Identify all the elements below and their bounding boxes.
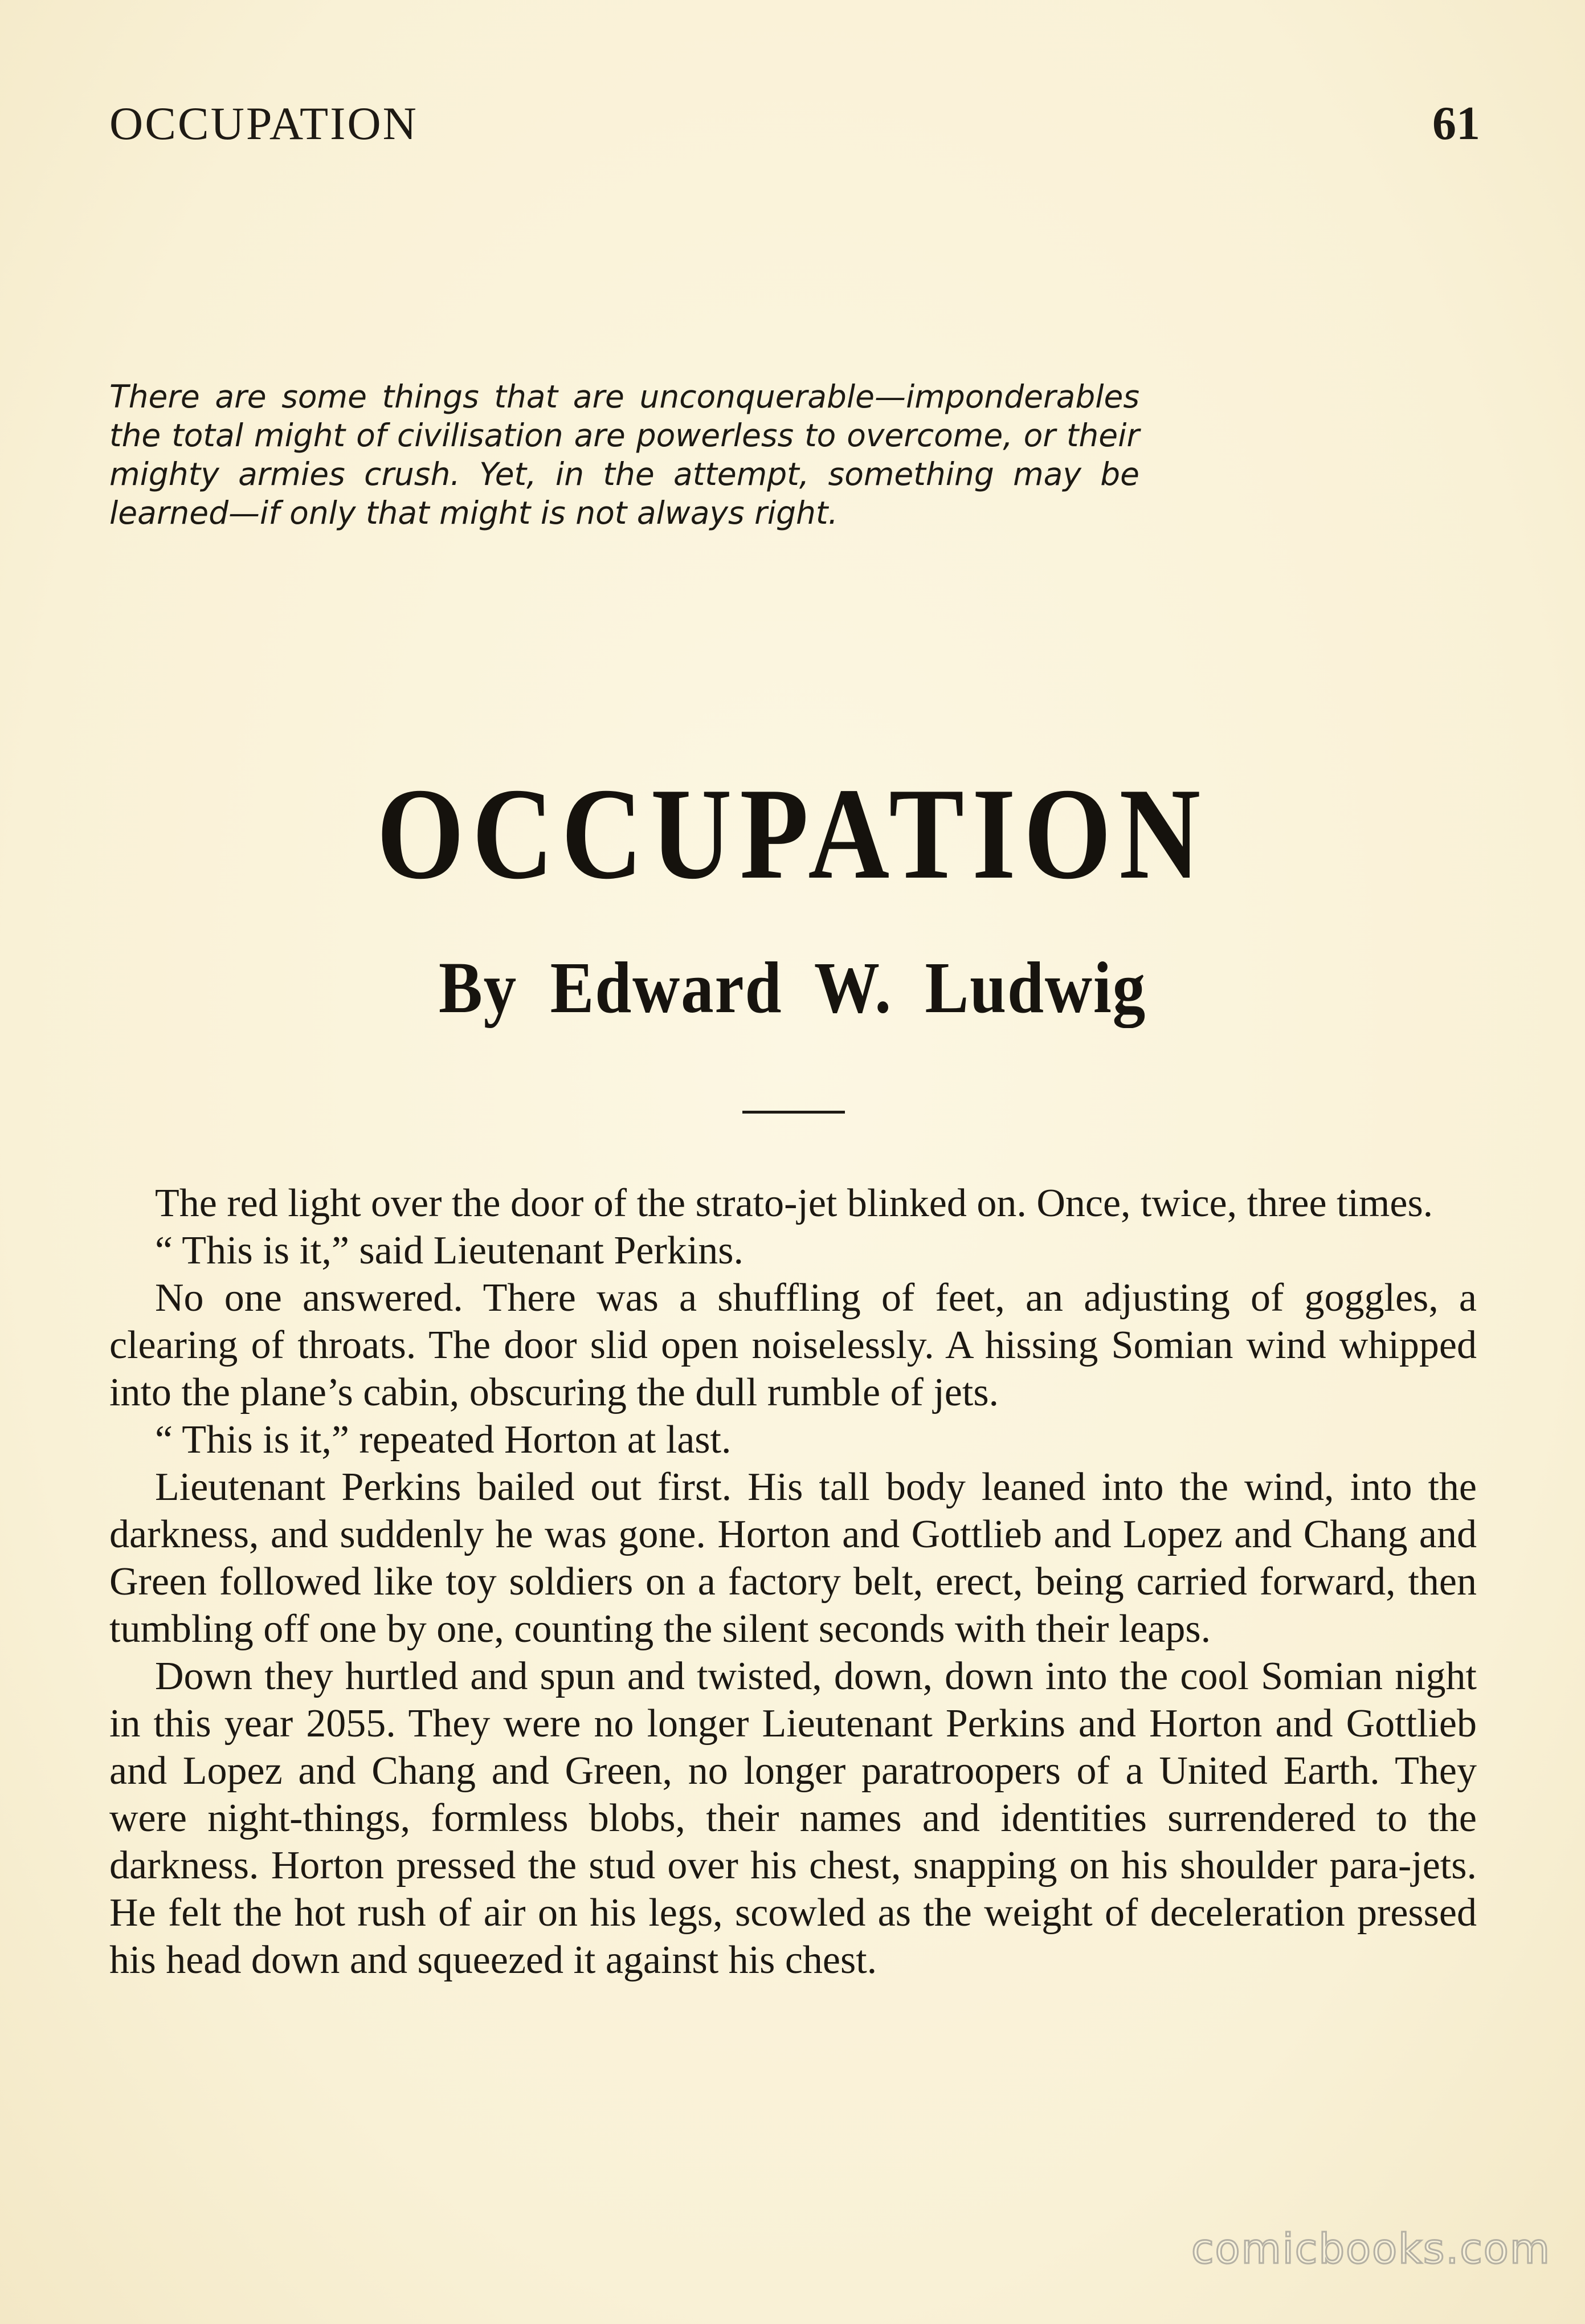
body-paragraph: Lieutenant Perkins bailed out first. His tall body leaned into the wind, into the darkness, and suddenly he was gone. Horton and Gottlieb and Lopez and Chang and Green followed like toy soldiers on a factory belt, erect, being carried forward, then tumbling off one by one, counting the silent seconds with their leaps. bbox=[109, 1465, 1477, 1651]
body-paragraph: No one answered. There was a shuffling of feet, an adjusting of goggles, a clearing of throats. The door slid open noiselessly. A hissing Somian wind whipped into the plane’s cabin, obscuring the dull rumble of jets. bbox=[109, 1276, 1477, 1414]
watermark: comicbooks.com bbox=[1191, 2225, 1551, 2273]
story-title: OCCUPATION bbox=[377, 761, 1208, 906]
story-byline: By Edward W. Ludwig bbox=[438, 947, 1147, 1028]
story-body bbox=[109, 1180, 1477, 1984]
body-paragraph: “ This is it,” repeated Horton at last. bbox=[155, 1418, 732, 1462]
body-paragraph: Down they hurtled and spun and twisted, down, down into the cool Somian night in this year 2055. They were no longer Lieutenant Perkins and Horton and Gottlieb and Lopez and Chang and Green, no longer paratroopers of a United Earth. They were night-things, formless blobs, their names and identities surrendered to the darkness. Horton pressed the stud over his chest, snapping on his shoulder para-jets. He felt the hot rush of air on his legs, scowled as the weight of deceleration pressed his head down and squeezed it against his chest. bbox=[109, 1654, 1477, 1982]
section-divider bbox=[742, 1111, 845, 1114]
body-paragraph: The red light over the door of the strato-jet blinked on. Once, twice, three times. bbox=[155, 1181, 1433, 1225]
body-paragraph: “ This is it,” said Lieutenant Perkins. bbox=[155, 1229, 744, 1273]
epigraph: There are some things that are unconquerable—imponderables the total might of civilisation are powerless to overcome, or their mighty armies crush. Yet, in the attempt, something may be learned—if only that might is not always right. bbox=[109, 378, 1139, 531]
running-head-title: OCCUPATION bbox=[109, 97, 418, 149]
page-number: 61 bbox=[1432, 97, 1480, 150]
